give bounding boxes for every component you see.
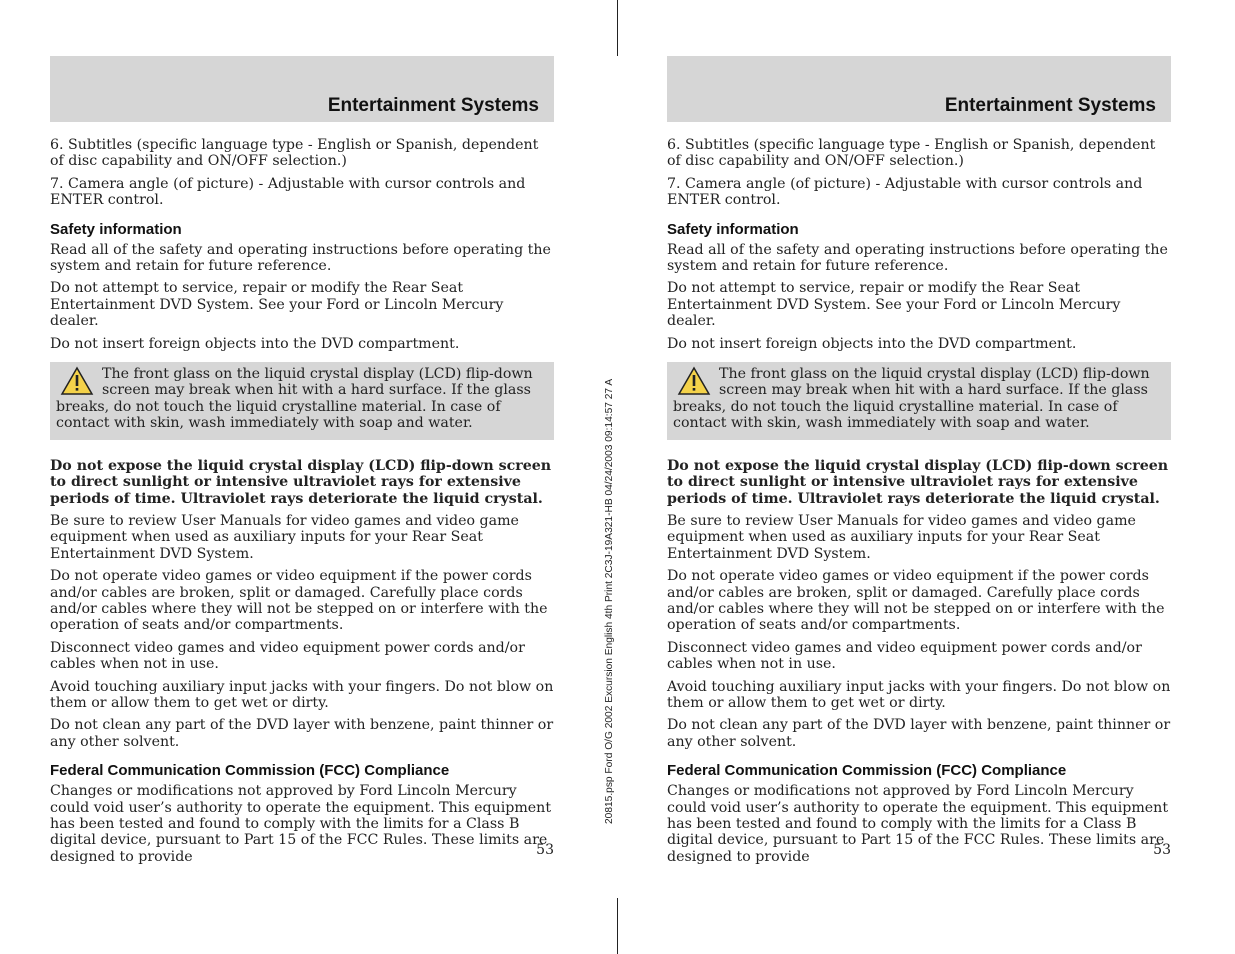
warning-triangle-icon xyxy=(677,366,711,396)
paragraph-disconnect: Disconnect video games and video equipment power cords and/or cables when not in use. xyxy=(50,639,525,673)
right-page xyxy=(667,56,1171,871)
paragraph-fcc: Changes or modifications not approved by Ford Lincoln Mercury could void user’s authority to operate the equipment. This equipment has been tested and found to comply with the limits for a Class B digital device, pursuant to Part 15 of the FCC Rules. These limits are designed to provide xyxy=(50,783,552,865)
page-number: 53 xyxy=(1153,842,1171,858)
left-page xyxy=(50,56,554,871)
paragraph-foreign-objects: Do not insert foreign objects into the DVD compartment. xyxy=(50,335,460,352)
bold-notice: Do not expose the liquid crystal display (LCD) flip-down screen to direct sunlight or intensive ultraviolet rays for extensive periods of time. Ultraviolet rays deteriorate the liquid crystal. xyxy=(667,457,1169,507)
paragraph-safety-read: Read all of the safety and operating instructions before operating the system and retain for future reference. xyxy=(50,241,551,275)
page-body xyxy=(667,122,1171,865)
section-heading-safety: Safety information xyxy=(667,220,799,238)
spread-divider-top xyxy=(617,0,618,56)
paragraph-foreign-objects: Do not insert foreign objects into the DVD compartment. xyxy=(667,335,1077,352)
paragraph-power-cords: Do not operate video games or video equipment if the power cords and/or cables are broken, split or damaged. Carefully place cords and/or cables where they will not be stepped on or interfere with the operation of seats and/or compartments. xyxy=(50,568,548,634)
paragraph-user-manuals: Be sure to review User Manuals for video games and video game equipment when used as auxiliary inputs for your Rear Seat Entertainment DVD System. xyxy=(667,512,1136,562)
section-heading-fcc: Federal Communication Commission (FCC) Compliance xyxy=(50,762,450,780)
paragraph-disconnect: Disconnect video games and video equipment power cords and/or cables when not in use. xyxy=(667,639,1142,673)
paragraph-safety-service: Do not attempt to service, repair or modify the Rear Seat Entertainment DVD System. See your Ford or Lincoln Mercury dealer. xyxy=(50,280,504,330)
warning-triangle-icon xyxy=(60,366,94,396)
page-title: Entertainment Systems xyxy=(944,95,1156,116)
spread-divider-bottom xyxy=(617,898,618,954)
paragraph-fcc: Changes or modifications not approved by Ford Lincoln Mercury could void user’s authority to operate the equipment. This equipment has been tested and found to comply with the limits for a Class B digital device, pursuant to Part 15 of the FCC Rules. These limits are designed to provide xyxy=(667,783,1169,865)
paragraph-camera-angle: 7. Camera angle (of picture) - Adjustable with cursor controls and ENTER control. xyxy=(667,175,1143,209)
warning-box xyxy=(50,362,554,440)
paragraph-safety-read: Read all of the safety and operating instructions before operating the system and retain for future reference. xyxy=(667,241,1168,275)
paragraph-subtitles: 6. Subtitles (specific language type - English or Spanish, dependent of disc capability and ON/OFF selection.) xyxy=(50,137,539,170)
paragraph-camera-angle: 7. Camera angle (of picture) - Adjustable with cursor controls and ENTER control. xyxy=(50,175,526,209)
warning-text: The front glass on the liquid crystal display (LCD) flip-down screen may break when hit with a hard surface. If the glass breaks, do not touch the liquid crystalline material. In case of contact with skin, wash immediately with soap and water. xyxy=(56,366,533,432)
paragraph-clean: Do not clean any part of the DVD layer with benzene, paint thinner or any other solvent. xyxy=(667,717,1171,750)
bold-notice: Do not expose the liquid crystal display (LCD) flip-down screen to direct sunlight or intensive ultraviolet rays for extensive periods of time. Ultraviolet rays deteriorate the liquid crystal. xyxy=(50,457,552,507)
warning-box xyxy=(667,362,1171,440)
section-heading-fcc: Federal Communication Commission (FCC) Compliance xyxy=(667,762,1067,780)
section-heading-safety: Safety information xyxy=(50,220,182,238)
paragraph-clean: Do not clean any part of the DVD layer with benzene, paint thinner or any other solvent. xyxy=(50,717,554,750)
page-header xyxy=(50,56,554,122)
paragraph-subtitles: 6. Subtitles (specific language type - English or Spanish, dependent of disc capability and ON/OFF selection.) xyxy=(667,137,1156,170)
page-number: 53 xyxy=(536,842,554,858)
page-body xyxy=(50,122,554,865)
warning-text: The front glass on the liquid crystal display (LCD) flip-down screen may break when hit with a hard surface. If the glass breaks, do not touch the liquid crystalline material. In case of contact with skin, wash immediately with soap and water. xyxy=(673,366,1150,432)
paragraph-power-cords: Do not operate video games or video equipment if the power cords and/or cables are broken, split or damaged. Carefully place cords and/or cables where they will not be stepped on or interfere with the operation of seats and/or compartments. xyxy=(667,568,1165,634)
paragraph-input-jacks: Avoid touching auxiliary input jacks with your fingers. Do not blow on them or allow them to get wet or dirty. xyxy=(50,678,554,711)
page-title: Entertainment Systems xyxy=(327,95,539,116)
paragraph-input-jacks: Avoid touching auxiliary input jacks with your fingers. Do not blow on them or allow them to get wet or dirty. xyxy=(667,678,1171,711)
print-slug: 20815.psp Ford O/G 2002 Excursion English 4th Print 2C3J-19A321-HB 04/24/2003 09:14:57 27 A xyxy=(604,378,615,824)
paragraph-safety-service: Do not attempt to service, repair or modify the Rear Seat Entertainment DVD System. See your Ford or Lincoln Mercury dealer. xyxy=(667,280,1121,330)
paragraph-user-manuals: Be sure to review User Manuals for video games and video game equipment when used as auxiliary inputs for your Rear Seat Entertainment DVD System. xyxy=(50,512,519,562)
page-header xyxy=(667,56,1171,122)
